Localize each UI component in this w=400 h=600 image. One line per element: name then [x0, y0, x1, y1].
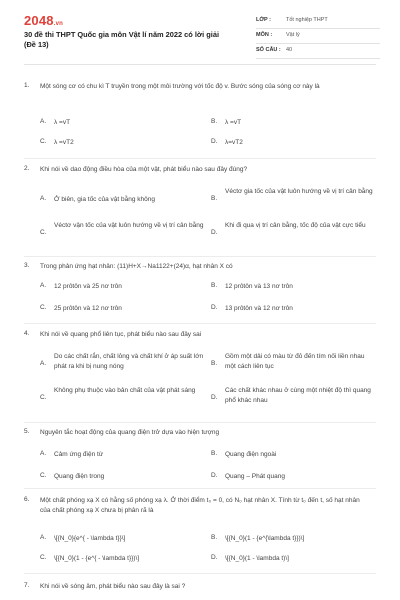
option-text: \[{N_0}(1 - {e^{\lambda t}})\]: [225, 535, 305, 542]
option-text: Quang điện trong: [54, 473, 105, 480]
meta-label: LỚP :: [256, 17, 271, 23]
option-label: A.: [40, 282, 47, 289]
option-label: D.: [211, 472, 218, 479]
question-text: Một sóng cơ có chu kì T truyền trong một môi trường với tốc độ v. Bước sóng của sóng cơ này là: [40, 83, 320, 90]
meta-value: Tốt nghiệp THPT: [286, 17, 328, 23]
option-text: 12 prôtôn và 25 nơ trôn: [54, 283, 122, 290]
option-label: C.: [40, 394, 47, 401]
option-label: A.: [40, 360, 47, 367]
question-text: Khi nói về sóng âm, phát biểu nào sau đây là sai ?: [40, 583, 186, 590]
site-logo[interactable]: [24, 13, 63, 28]
option-text: Không phụ thuộc vào bản chất của vật phát sáng: [54, 387, 196, 394]
question-text: Nguyên tắc hoạt động của quang điện trở dựa vào hiện tượng: [40, 429, 220, 436]
option-text: λ=vT2: [225, 139, 243, 146]
header: [0, 0, 400, 62]
option-label: C.: [40, 138, 47, 145]
option-label: C.: [40, 554, 47, 561]
option-label: D.: [211, 554, 218, 561]
meta-panel: [256, 15, 380, 60]
option-text: \[{N_0}(1 - \lambda t)\]: [225, 555, 289, 562]
option-label: B.: [211, 282, 218, 289]
option-label: D.: [211, 138, 218, 145]
question-divider: [24, 573, 376, 574]
page-title: 30 đề thi THPT Quốc gia môn Vật lí năm 2022 có lời giải (Đề 13): [24, 30, 219, 49]
option-label: B.: [211, 534, 218, 541]
option-text: Do các chất rắn, chất lỏng và chất khí ở áp suất lớn phát ra khi bị nung nóng: [54, 353, 204, 370]
option-text: Gồm một dải có màu từ đỏ đến tím nối liền nhau một cách liên tục: [225, 353, 365, 370]
question-text: Khi nói về quang phổ liên tục, phát biểu nào sau đây sai: [40, 331, 202, 338]
option-label: A.: [40, 195, 47, 202]
option-label: B.: [211, 360, 218, 367]
question-text: Khi nói về dao động điều hòa của một vật, phát biểu nào sau đây đúng?: [40, 166, 248, 173]
option-text: Véctơ vận tốc của vật luôn hướng về vị trí cân bằng: [54, 222, 204, 229]
option-label: D.: [211, 229, 218, 236]
option-label: D.: [211, 304, 218, 311]
question-number: 1.: [24, 82, 30, 89]
option-label: C.: [40, 304, 47, 311]
meta-row-class: [256, 15, 380, 29]
option-text: Khi đi qua vị trí cân bằng, tốc độ của vật cực tiểu: [225, 222, 366, 229]
question-divider: [24, 323, 376, 324]
logo-text: 2048: [24, 13, 54, 28]
header-divider: [24, 64, 376, 65]
meta-value: 40: [286, 47, 293, 53]
option-text: λ =vT: [54, 119, 71, 126]
option-text: 12 prôtôn và 13 nơ trôn: [225, 283, 293, 290]
question-number: 7.: [24, 582, 30, 589]
option-label: A.: [40, 450, 47, 457]
logo-tld: .vn: [53, 21, 64, 27]
question-divider: [24, 158, 376, 159]
question-number: 5.: [24, 428, 30, 435]
question-divider: [24, 422, 376, 423]
question-text: Trong phản ứng hạt nhân: (11)H+X→Na1122+(24)α, hạt nhân X có: [40, 263, 233, 270]
meta-label: SỐ CÂU :: [256, 47, 281, 53]
question-number: 2.: [24, 165, 30, 172]
option-text: 13 prôtôn và 12 nơ trôn: [225, 305, 293, 312]
option-text: Cảm ứng điện từ: [54, 451, 104, 458]
option-text: \[{N_0}(1 - {e^{ - \lambda t}})\]: [54, 555, 140, 562]
option-text: Các chất khác nhau ở cùng một nhiệt độ thì quang phổ khác nhau: [225, 387, 371, 404]
option-label: B.: [211, 450, 218, 457]
question-number: 3.: [24, 262, 30, 269]
meta-label: MÔN :: [256, 32, 273, 38]
question-divider: [24, 488, 376, 489]
option-text: \[{N_0}{e^{ - \lambda t}}\]: [54, 535, 126, 542]
meta-row-subject: [256, 30, 380, 44]
option-text: λ =vT2: [54, 139, 74, 146]
meta-row-count: [256, 45, 380, 59]
option-text: Quang điện ngoài: [225, 451, 277, 458]
option-label: B.: [211, 118, 218, 125]
option-label: D.: [211, 394, 218, 401]
question-number: 4.: [24, 330, 30, 337]
question-number: 6.: [24, 496, 30, 503]
option-text: Quang – Phát quang: [225, 473, 285, 480]
meta-value: Vật lý: [286, 32, 300, 38]
option-text: Véctơ gia tốc của vật luôn hướng về vị trí cân bằng: [225, 188, 373, 195]
option-text: 25 prôtôn và 12 nơ trôn: [54, 305, 122, 312]
option-label: A.: [40, 118, 47, 125]
option-text: λ =vT: [225, 119, 242, 126]
option-label: C.: [40, 472, 47, 479]
question-text: Một chất phóng xạ X có hằng số phóng xạ λ. Ở thời điểm t₀ = 0, có N₀ hạt nhân X. Tính từ t₀ đến t, số hạt nhân của chất phóng xạ X chưa bị phân rã là: [40, 497, 360, 514]
option-text: Ở biên, gia tốc của vật bằng không: [54, 196, 155, 203]
option-label: A.: [40, 534, 47, 541]
question-divider: [24, 256, 376, 257]
option-label: C.: [40, 229, 47, 236]
option-label: B.: [211, 195, 218, 202]
